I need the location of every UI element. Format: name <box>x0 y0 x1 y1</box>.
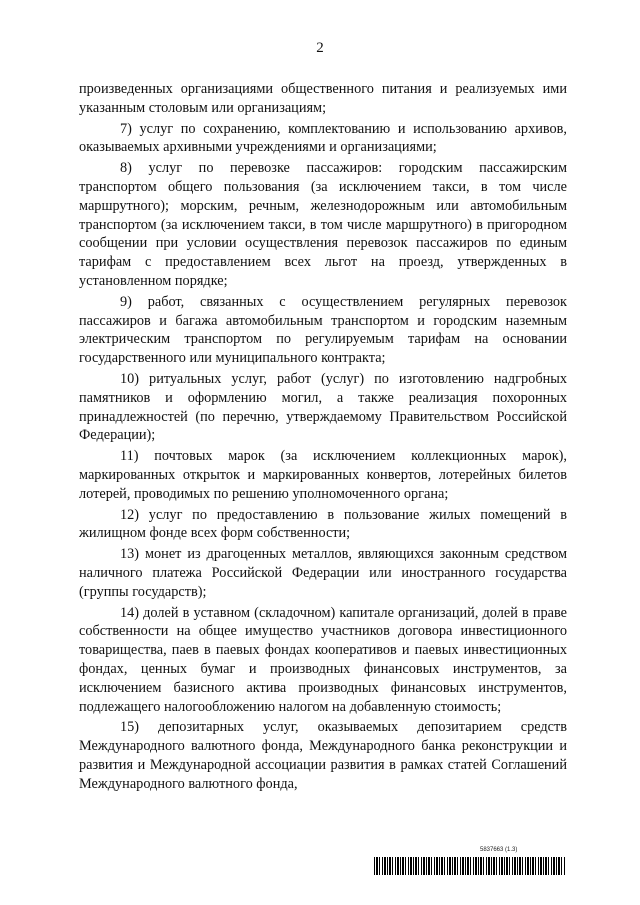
document-body <box>79 80 567 795</box>
paragraph-item-9: 9) работ, связанных с осуществлением регулярных перевозок пассажиров и багажа автомобильным транспортом и городским наземным электрическим транспортом по регулируемым тарифам на основании государственного или муниципального контракта; <box>79 293 567 367</box>
paragraph-item-8: 8) услуг по перевозке пассажиров: городским пассажирским транспортом общего пользования (за исключением такси, в том числе маршрутного); морским, речным, железнодорожным или автомобильным транспортом (за исключением такси, в том числе маршрутного) в пригородном сообщении при условии осуществления перевозок пассажиров по единым тарифам с предоставлением всех льгот на проезд, утвержденных в установленном порядке; <box>79 160 567 289</box>
paragraph-item-7: 7) услуг по сохранению, комплектованию и использованию архивов, оказываемых архивными учреждениями и организациями; <box>79 120 567 156</box>
barcode-caption: 5837663 (1.3) <box>480 847 518 853</box>
paragraph-item-14: 14) долей в уставном (складочном) капитале организаций, долей в праве собственности на общее имущество участников договора инвестиционного товарищества, паев в паевых фондах кооперативов и паевых инвестиционных фондах, ценных бумаг и производных финансовых инструментов, за исключением базисного актива производных финансовых инструментов, подлежащего налогообложению налогом на добавленную стоимость; <box>79 604 567 715</box>
paragraph-continuation: произведенных организациями общественного питания и реализуемых ими указанным столовым или организациям; <box>79 81 567 116</box>
page-number: 2 <box>316 40 324 56</box>
paragraph-item-12: 12) услуг по предоставлению в пользование жилых помещений в жилищном фонде всех форм собственности; <box>79 506 567 542</box>
paragraph-item-13: 13) монет из драгоценных металлов, являющихся законным средством наличного платежа Российской Федерации или иностранного государства (группы государств); <box>79 546 567 600</box>
paragraph-item-11: 11) почтовых марок (за исключением коллекционных марок), маркированных открыток и маркированных конвертов, лотерейных билетов лотерей, проводимых по решению уполномоченного органа; <box>79 448 567 502</box>
paragraph-item-10: 10) ритуальных услуг, работ (услуг) по изготовлению надгробных памятников и оформлению могил, а также реализация похоронных принадлежностей (по перечню, утверждаемому Правительством Российской Федерации); <box>79 370 567 444</box>
barcode-image <box>374 857 566 875</box>
paragraph-item-15: 15) депозитарных услуг, оказываемых депозитарием средств Международного валютного фонда, Международного банка реконструкции и развития и Международной ассоциации развития в рамках статей Соглашений Международного валютного фонда, <box>79 719 567 792</box>
